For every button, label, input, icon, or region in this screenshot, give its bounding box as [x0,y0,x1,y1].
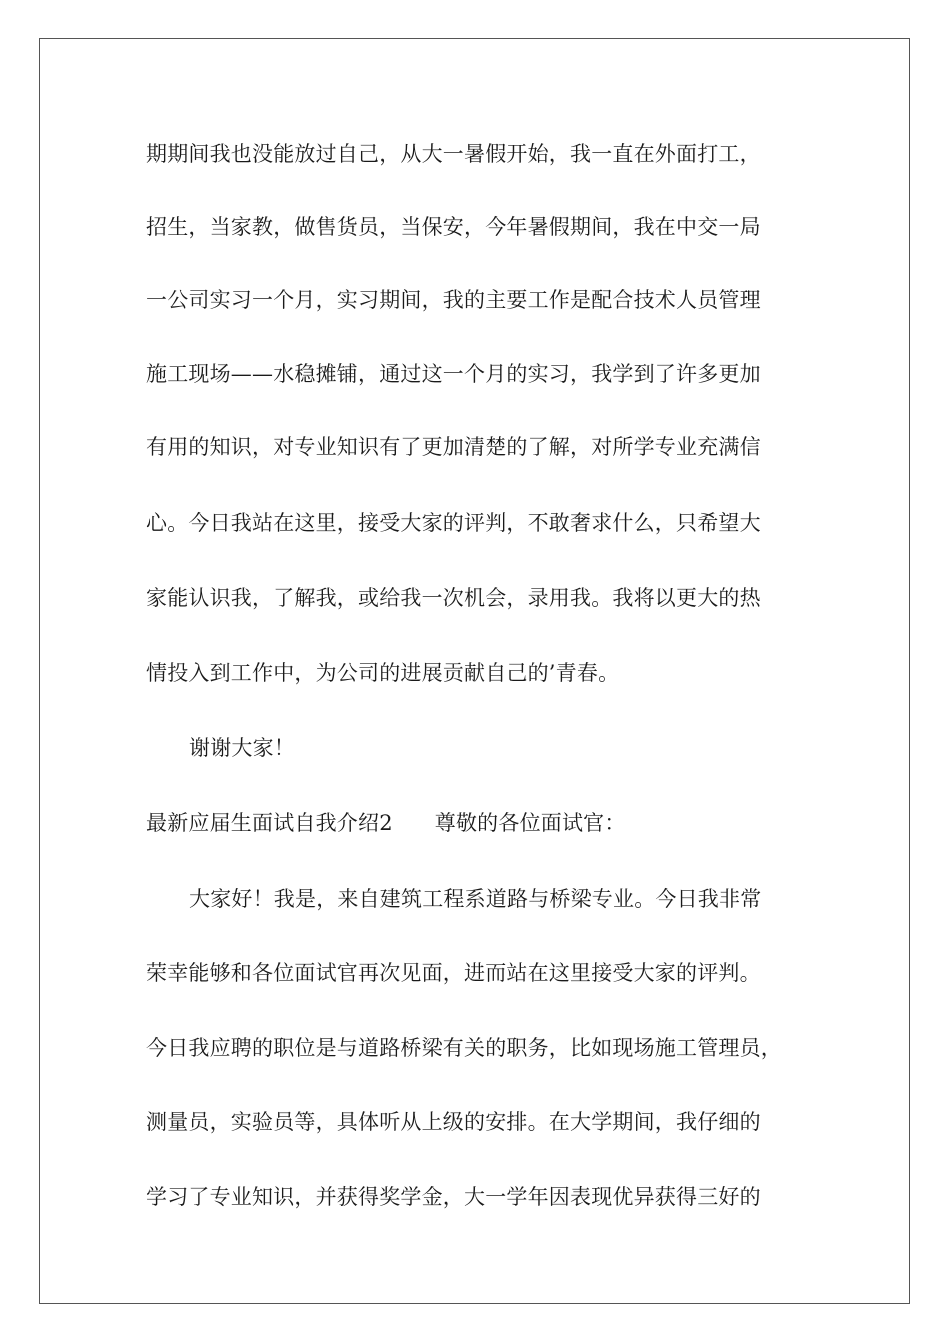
paragraph-line: 一公司实习一个月，实习期间，我的主要工作是配合技术人员管理 [146,288,761,312]
paragraph-first-line: 大家好！我是，来自建筑工程系道路与桥梁专业。今日我非常 [189,887,762,911]
salutation: 尊敬的各位面试官： [434,811,626,835]
paragraph-line: 期期间我也没能放过自己，从大一暑假开始，我一直在外面打工， [146,142,761,166]
paragraph-line: 家能认识我，了解我，或给我一次机会，录用我。我将以更大的热 [146,586,761,610]
paragraph-line: 施工现场——水稳摊铺，通过这一个月的实习，我学到了许多更加 [146,362,761,386]
paragraph-line: 测量员，实验员等，具体听从上级的安排。在大学期间，我仔细的 [146,1110,761,1134]
paragraph-line: 今日我应聘的职位是与道路桥梁有关的职务，比如现场施工管理员， [146,1036,782,1060]
thanks-line: 谢谢大家！ [189,736,295,760]
paragraph-line: 荣幸能够和各位面试官再次见面，进而站在这里接受大家的评判。 [146,961,761,985]
section-heading [146,808,626,838]
paragraph-line: 学习了专业知识，并获得奖学金，大一学年因表现优异获得三好的 [146,1185,761,1209]
section-title: 最新应届生面试自我介绍2 [146,811,393,835]
paragraph-line: 有用的知识，对专业知识有了更加清楚的了解，对所学专业充满信 [146,435,761,459]
paragraph-line: 招生，当家教，做售货员，当保安，今年暑假期间，我在中交一局 [146,215,761,239]
paragraph-line: 心。今日我站在这里，接受大家的评判，不敢奢求什么，只希望大 [146,511,761,535]
paragraph-line: 情投入到工作中，为公司的进展贡献自己的’青春。 [146,661,620,685]
